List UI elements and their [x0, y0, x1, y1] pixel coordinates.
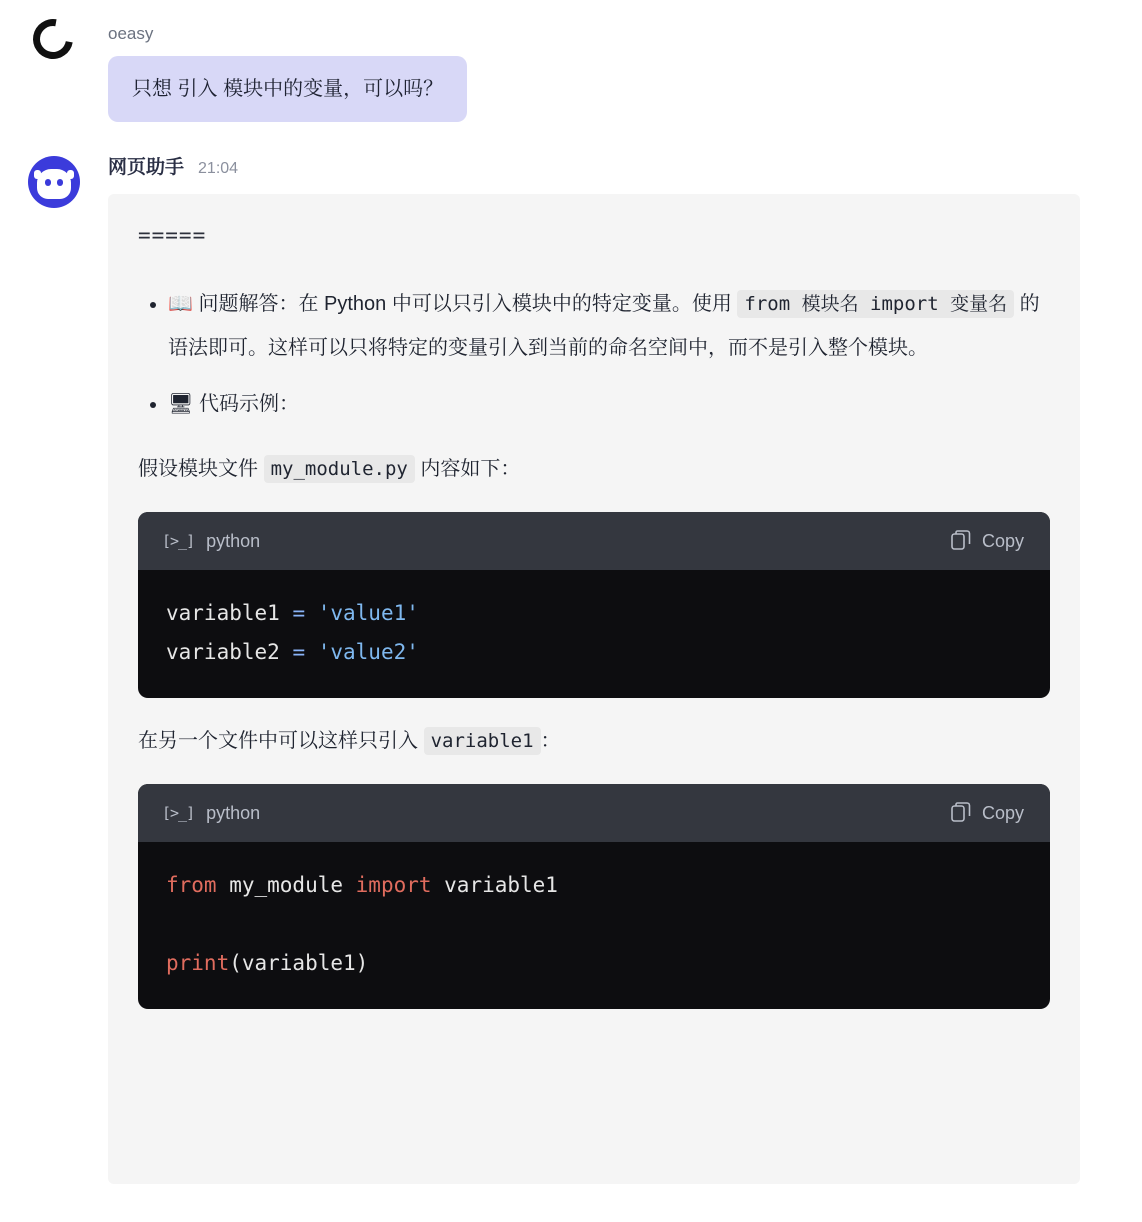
- list-item: [168, 282, 1050, 370]
- assistant-timestamp: 21:04: [198, 160, 239, 177]
- inline-code-my-module-py: my_module.py: [264, 455, 415, 483]
- user-name: oeasy: [108, 24, 154, 43]
- user-message-bubble: 只想 引入 模块中的变量，可以吗？: [108, 56, 467, 122]
- paragraph-text-part-2: ：: [540, 730, 561, 752]
- paragraph-import-one: [138, 724, 1050, 758]
- bullet-text-part-1: 问题解答：在 Python 中可以只引入模块中的特定变量。使用: [198, 293, 738, 315]
- copy-icon: [951, 802, 971, 824]
- code-block-2: [138, 784, 1050, 1009]
- code-language-label: python: [206, 802, 261, 823]
- code-module-name: my_module: [216, 873, 356, 897]
- robot-face-icon: [37, 169, 71, 199]
- assistant-name: 网页助手: [108, 157, 185, 178]
- paragraph-text-part-2: 内容如下：: [414, 458, 521, 480]
- code-var-name-1: variable1: [166, 601, 280, 625]
- computer-emoji-icon: 🖥: [168, 393, 194, 415]
- terminal-prompt-icon: [>_]: [162, 532, 195, 550]
- copy-button-2[interactable]: [951, 802, 1024, 824]
- paragraph-text-part-1: 假设模块文件: [138, 458, 264, 480]
- assistant-message-body: [108, 194, 1080, 1184]
- code-block-2-header: [138, 784, 1050, 842]
- code-block-1-header: [138, 512, 1050, 570]
- code-block-2-content[interactable]: [138, 842, 1050, 1009]
- code-print-argument: (variable1): [229, 951, 369, 975]
- code-imported-name: variable1: [431, 873, 558, 897]
- inline-code-from-import: from 模块名 import 变量名: [737, 290, 1014, 318]
- code-operator-2: =: [279, 640, 318, 664]
- book-emoji-icon: 📖: [168, 293, 193, 315]
- code-operator-1: =: [279, 601, 318, 625]
- code-block-1: [138, 512, 1050, 698]
- code-language-label: python: [206, 530, 261, 551]
- code-keyword-import: import: [355, 873, 432, 897]
- assistant-header: [108, 152, 1142, 180]
- code-block-1-content[interactable]: [138, 570, 1050, 698]
- inline-code-variable1: variable1: [424, 727, 541, 755]
- user-message-block: [0, 0, 1142, 122]
- assistant-message-block: [0, 152, 1142, 1184]
- paragraph-module-file: [138, 452, 1050, 486]
- bullet-text-part-2: 的语法即可。这样可以只将特定的变量引入到当前的命名空间中，而不是引入整个模块。: [168, 293, 1040, 359]
- copy-button-label: Copy: [981, 802, 1024, 823]
- code-keyword-from: from: [166, 873, 217, 897]
- assistant-avatar: [28, 156, 80, 208]
- enso-circle-avatar-icon: [25, 11, 81, 67]
- paragraph-text-part-1: 在另一个文件中可以这样只引入: [138, 730, 424, 752]
- bullet-text-part-1: 代码示例：: [198, 393, 299, 415]
- copy-icon: [951, 530, 971, 552]
- divider-text: =====: [138, 223, 207, 247]
- code-block-1-language: [162, 531, 260, 552]
- code-string-2: 'value2': [317, 640, 419, 664]
- code-var-name-2: variable2: [166, 640, 280, 664]
- answer-bullet-list: [138, 282, 1050, 426]
- code-string-1: 'value1': [317, 601, 419, 625]
- copy-button-label: Copy: [981, 530, 1024, 551]
- user-avatar: [28, 14, 78, 64]
- copy-button-1[interactable]: [951, 530, 1024, 552]
- list-item: [168, 382, 1050, 426]
- code-function-print: print: [166, 951, 230, 975]
- code-block-2-language: [162, 803, 260, 824]
- terminal-prompt-icon: [>_]: [162, 804, 195, 822]
